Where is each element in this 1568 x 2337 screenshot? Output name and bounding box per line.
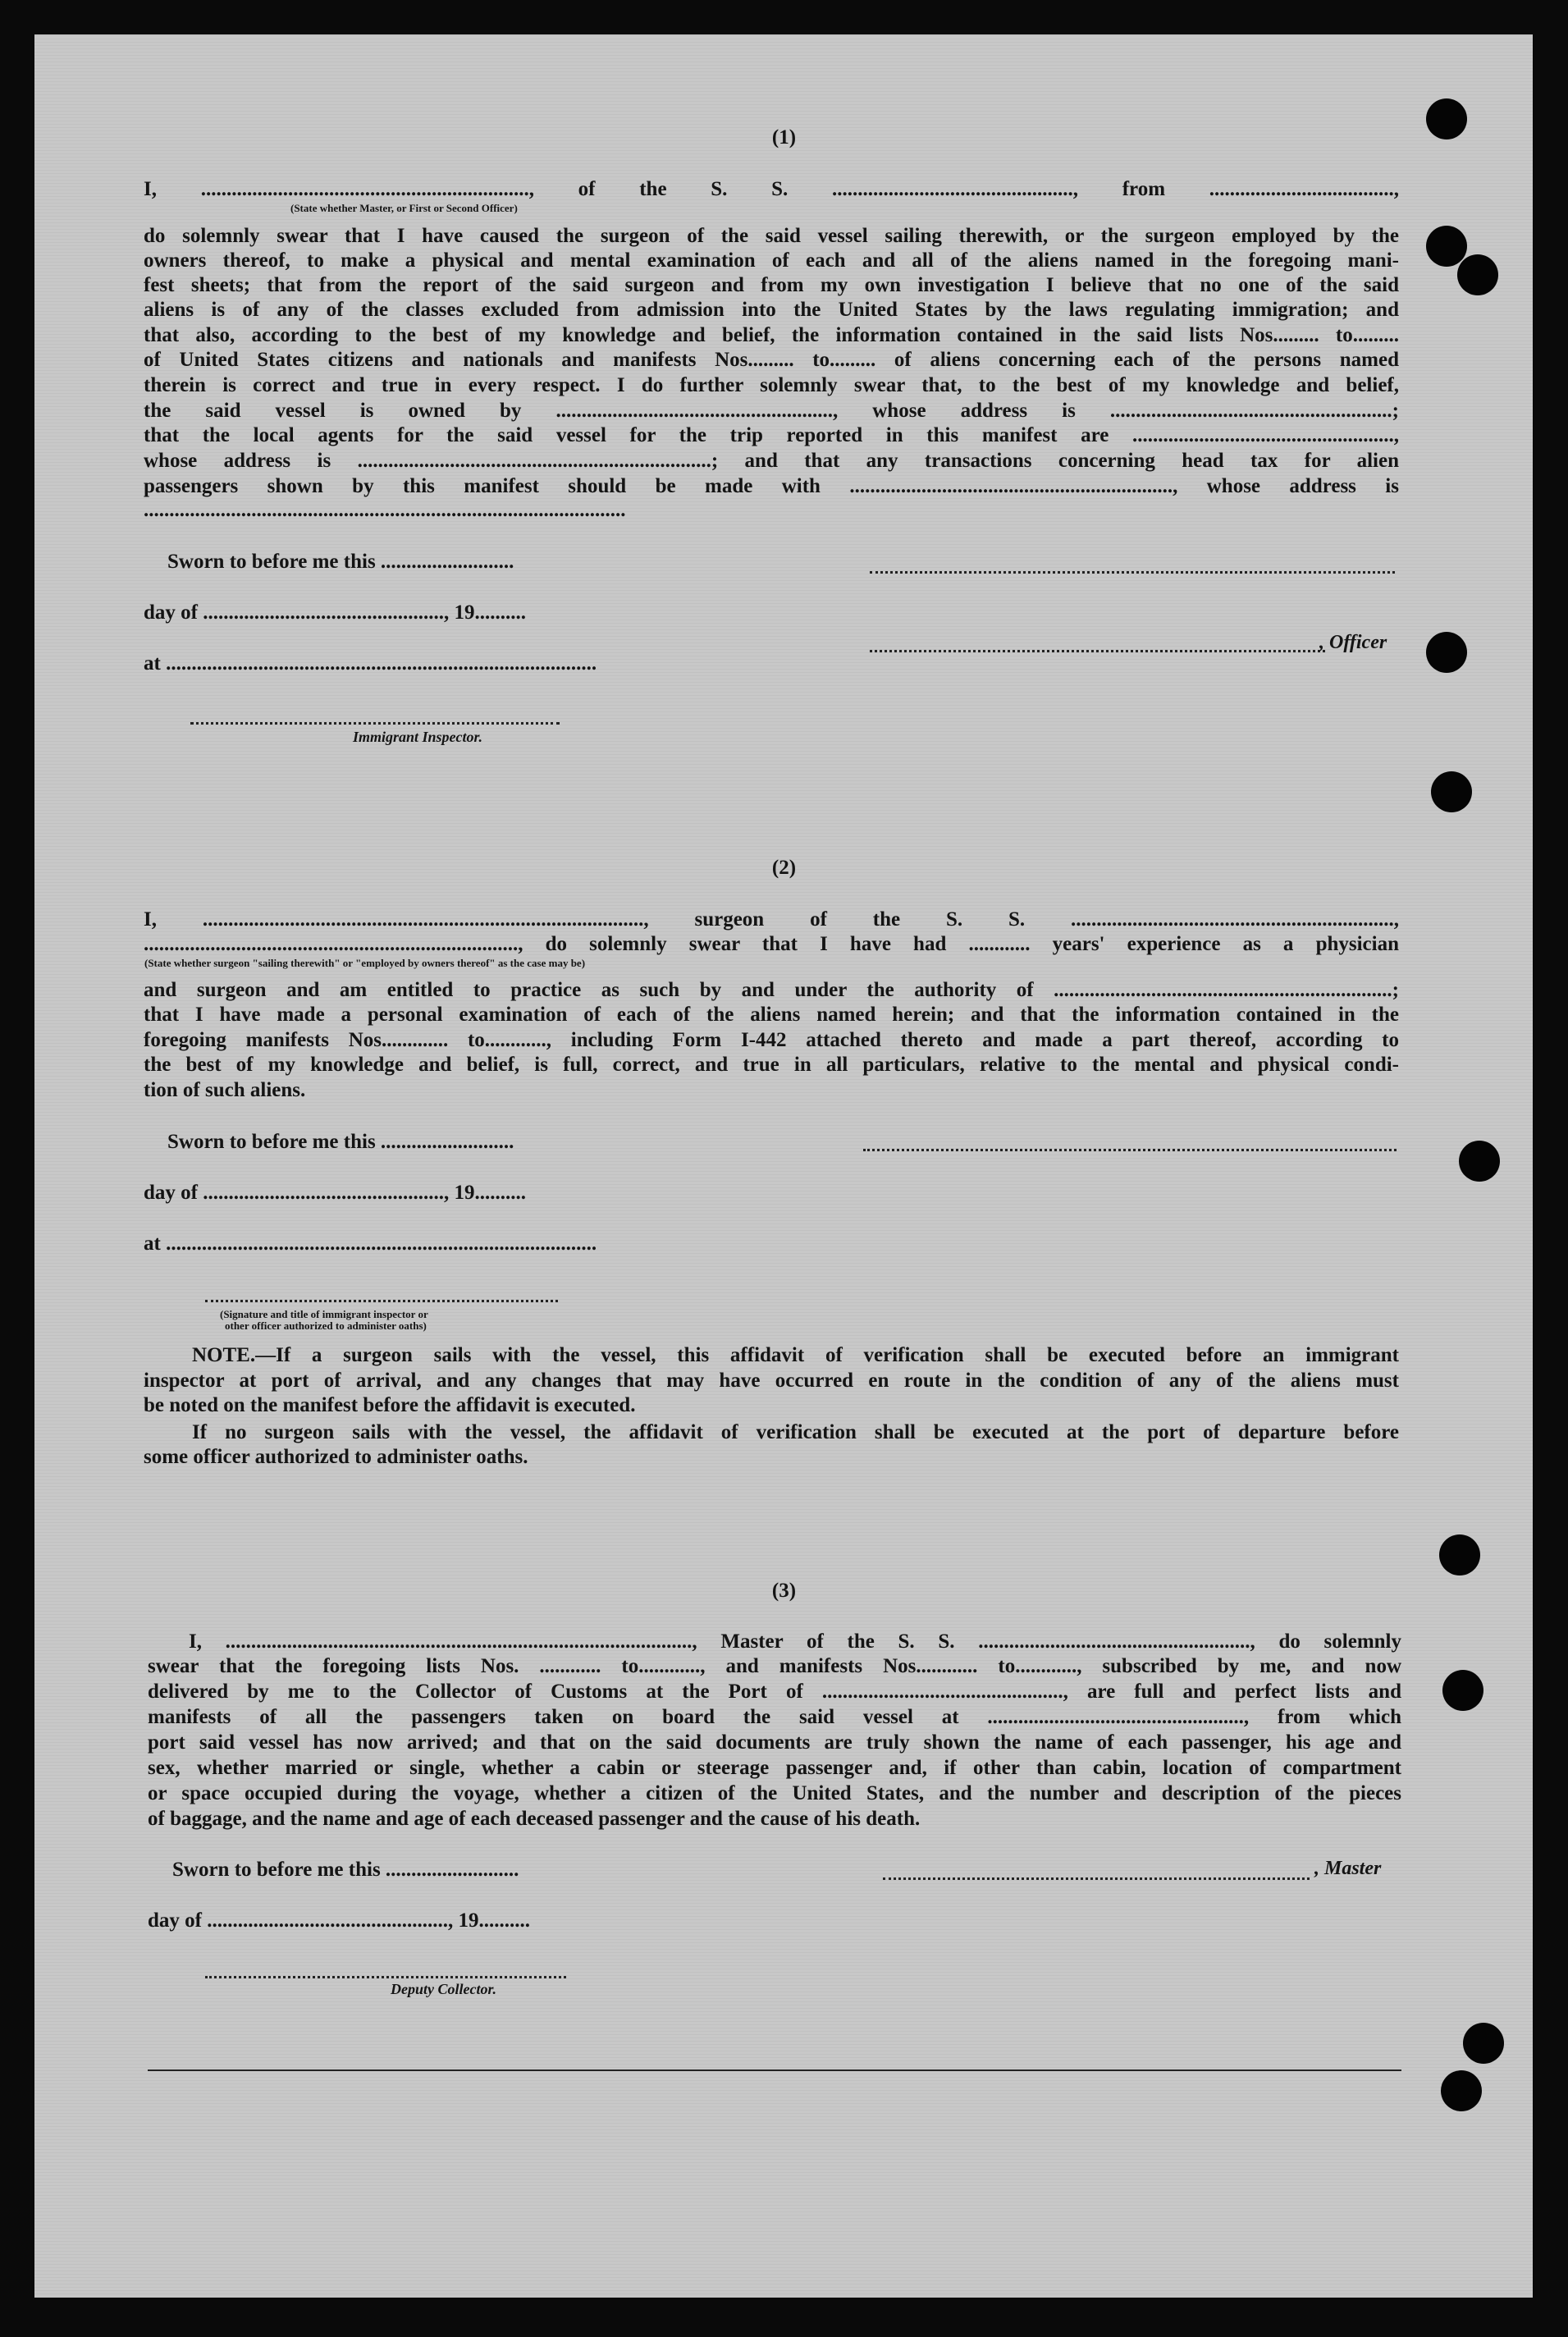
section-3-number: (3) [771, 1580, 797, 1602]
section-1-para-line: that also, according to the best of my knowledge and belief, the information contained in the said lists Nos......... to......... [144, 324, 1399, 346]
section-1-officer-label: , Officer [1319, 632, 1387, 653]
punch-hole [1426, 226, 1467, 267]
section-1-para-line: whose address is .....................................................................; and that any transactions concerning head tax for alien [144, 450, 1399, 472]
section-1-para-line: passengers shown by this manifest should be made with ..............................................................., whose address is [144, 475, 1399, 497]
punch-hole [1426, 632, 1467, 673]
section-1-para-line: fest sheets; that from the report of the said surgeon and from my own investigation I believe that no one of the said [144, 274, 1399, 296]
section-2-note-line: inspector at port of arrival, and any changes that may have occurred en route in the condition of any of the aliens must [144, 1370, 1399, 1392]
section-3-collector-line [205, 1976, 566, 1978]
section-1-para-line: of United States citizens and nationals and manifests Nos......... to......... of aliens concerning each of the persons named [144, 349, 1399, 371]
section-2-signature-line [863, 1149, 1397, 1151]
section-3-para-line: I, ..........................................................................................., Master of the S. S. ....................................................., do solemnly [189, 1630, 1401, 1653]
section-3-para-line: or space occupied during the voyage, whether a citizen of the United States, and the number and description of the pieces [148, 1782, 1401, 1804]
section-3-para-line: of baggage, and the name and age of each deceased passenger and the cause of his death. [148, 1808, 921, 1830]
section-2-line-1: I, ......................................................................................, surgeon of the S. S. ..............................................................., [144, 908, 1399, 931]
section-1-caption: (State whether Master, or First or Second Officer) [290, 202, 518, 214]
section-2-sig-caption: (Signature and title of immigrant inspector or [220, 1308, 428, 1320]
section-1-inspector-line [190, 722, 560, 725]
section-2-para-line: foregoing manifests Nos............. to............, including Form I-442 attached thereto and made a part thereof, according to [144, 1029, 1399, 1051]
section-2-note-line: some officer authorized to administer oaths. [144, 1446, 528, 1468]
section-1-inspector-label: Immigrant Inspector. [353, 729, 483, 745]
section-1-para-line: do solemnly swear that I have caused the surgeon of the said vessel sailing therewith, or the surgeon employed by the [144, 225, 1399, 247]
punch-hole [1459, 1141, 1500, 1182]
section-3-para-line: swear that the foregoing lists Nos. ............ to............, and manifests Nos............ to............, subscribed by me, and now [148, 1655, 1401, 1677]
section-3-sworn: Sworn to before me this .......................... [172, 1859, 519, 1881]
section-3-collector-label: Deputy Collector. [391, 1981, 496, 1997]
section-3-master-label: , Master [1314, 1858, 1382, 1879]
punch-hole [1463, 2023, 1504, 2064]
section-2-inspector-line [205, 1300, 558, 1302]
punch-hole [1439, 1534, 1480, 1576]
section-2-at: at .................................................................................... [144, 1233, 597, 1255]
bottom-rule [148, 2069, 1401, 2071]
section-2-note-line: be noted on the manifest before the affidavit is executed. [144, 1394, 636, 1416]
section-1-line-1: I, ................................................................, of the S. S. ..............................................., from ...................................., [144, 178, 1399, 200]
section-1-para-line: that the local agents for the said vessel for the trip reported in this manifest are ..................................................., [144, 424, 1399, 446]
section-1-officer-line [870, 650, 1325, 652]
punch-hole [1431, 771, 1472, 812]
section-2-sig-caption: other officer authorized to administer oaths) [225, 1319, 427, 1332]
section-1-signature-line [870, 571, 1395, 574]
section-2-day: day of ..............................................., 19.......... [144, 1182, 526, 1204]
section-1-para-line: aliens is of any of the classes excluded from admission into the United States by the laws regulating immigration; and [144, 299, 1399, 321]
section-2-note-line: If no surgeon sails with the vessel, the affidavit of verification shall be executed at the port of departure before [192, 1421, 1399, 1443]
section-1-para-line: owners thereof, to make a physical and mental examination of each and all of the aliens named in the foregoing mani- [144, 249, 1399, 272]
section-2-number: (2) [771, 857, 797, 879]
section-1-number: (1) [771, 126, 797, 149]
section-3-master-line [883, 1877, 1310, 1880]
punch-hole [1442, 1670, 1483, 1711]
section-3-para-line: port said vessel has now arrived; and that on the said documents are truly shown the name of each passenger, his age and [148, 1731, 1401, 1754]
section-2-para-line: the best of my knowledge and belief, is full, correct, and true in all particulars, relative to the mental and physical condi- [144, 1054, 1399, 1076]
section-2-para-line: that I have made a personal examination of each of the aliens named herein; and that the information contained in the [144, 1004, 1399, 1026]
section-1-at: at .................................................................................... [144, 652, 597, 675]
punch-hole [1457, 254, 1498, 295]
punch-hole [1441, 2070, 1482, 2111]
section-2-sworn: Sworn to before me this .......................... [167, 1131, 514, 1153]
section-2-para-line: tion of such aliens. [144, 1079, 306, 1101]
section-3-para-line: delivered by me to the Collector of Customs at the Port of ..............................................., are full and perfect lists and [148, 1681, 1401, 1703]
section-2-note-line: NOTE.—If a surgeon sails with the vessel, this affidavit of verification shall be executed before an immigrant [192, 1344, 1399, 1366]
section-1-sworn: Sworn to before me this .......................... [167, 551, 514, 573]
section-2-line-2: ........................................................................., do solemnly swear that I have had ............ years' experience as a physician [144, 933, 1399, 955]
section-1-para-line: .............................................................................................. [144, 499, 626, 521]
section-1-para-line: therein is correct and true in every respect. I do further solemnly swear that, to the best of my knowledge and belief, [144, 374, 1399, 396]
section-3-day: day of ..............................................., 19.......... [148, 1909, 530, 1932]
section-2-caption: (State whether surgeon "sailing therewith" or "employed by owners thereof" as the case may be) [144, 957, 586, 969]
section-1-para-line: the said vessel is owned by ......................................................, whose address is .......................................................; [144, 400, 1399, 422]
section-1-day: day of ..............................................., 19.......... [144, 601, 526, 624]
section-3-para-line: manifests of all the passengers taken on board the said vessel at .................................................., from which [148, 1706, 1401, 1728]
section-3-para-line: sex, whether married or single, whether a cabin or steerage passenger and, if other than cabin, location of compartment [148, 1757, 1401, 1779]
section-2-para-line: and surgeon and am entitled to practice as such by and under the authority of ..................................................................; [144, 979, 1399, 1001]
